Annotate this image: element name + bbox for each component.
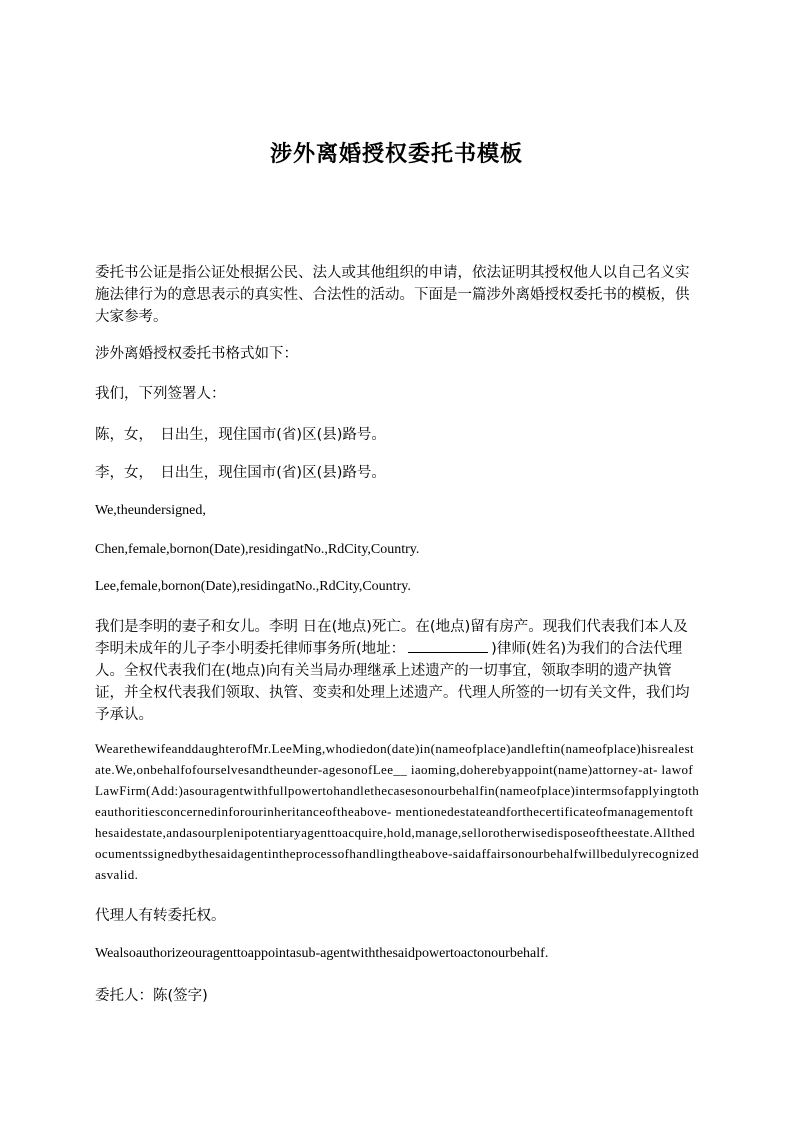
intro-paragraph: 委托书公证是指公证处根据公民、法人或其他组织的申请，依法证明其授权他人以自己名义实施法律行为的意思表示的真实性、合法性的活动。下面是一篇涉外离婚授权委托书的模板，供大家参考。 bbox=[95, 265, 690, 325]
sub-agent-en: Wealsoauthorizeouragenttoappointasub-agentwiththesaidpowertoactonourbehalf. bbox=[95, 946, 549, 961]
chen-info-en: Chen,female,bornon(Date),residingatNo.,RdCity,Country. bbox=[95, 542, 420, 557]
format-heading: 涉外离婚授权委托书格式如下： bbox=[95, 346, 298, 362]
we-signed-zh: 我们，下列签署人： bbox=[95, 386, 226, 402]
statement-zh-part2: )律师(姓名)为我们的合法代理人。全权代表我们在(地点)向有关当局办理继承上述遗产的一切事宜，领取李明的遗产执管证，并全权代表我们领取、执管、变卖和处理上述遗产。代理人所签的一切有关文件，我们均予承认。 bbox=[95, 641, 690, 723]
we-signed-en: We,theundersigned, bbox=[95, 503, 206, 518]
statement-zh-part1: 我们是李明的妻子和女儿。李明 日在(地点)死亡。在(地点)留有房产。现我们代表我们本人及李明未成年的儿子李小明委托律师事务所(地址： bbox=[95, 619, 688, 657]
document-title: 涉外离婚授权委托书模板 bbox=[269, 141, 523, 167]
statement-en: WearethewifeanddaughterofMr.LeeMing,whodiedon(date)in(nameofplace)andleftin(nameofplace)hisrealestate.We,onbehalfofourselvesandtheunder-agesonofLee__ iaoming,doherebyappoint(name)attorney-at- lawofLawFirm(Add:)asouragentwithfullpowertohandlethecasesonourbehalfin(nameofplace)intermsofapplyingtotheauthoritiesconcernedinforourinheritanceoftheabove- mentionedestateandforthecertificateofmanagementofthesaidestate,andasourplenipotentiaryagenttoacquire,hold,manage,sellorotherwisedisposeoftheestate.Allthedocumentssignedbythesaidagentintheprocessofhandlingtheabove-saidaffairsonourbehalfwillbedulyrecognizedasvalid. bbox=[95, 741, 700, 882]
li-info-zh: 李，女， 日出生，现住国市(省)区(县)路号。 bbox=[95, 465, 386, 481]
sub-agent-zh: 代理人有转委托权。 bbox=[95, 908, 226, 924]
address-blank bbox=[408, 638, 488, 653]
lee-info-en: Lee,female,bornon(Date),residingatNo.,RdCity,Country. bbox=[95, 579, 411, 594]
principal-signature: 委托人：陈(签字) bbox=[95, 988, 208, 1004]
statement-zh bbox=[95, 616, 700, 726]
chen-info-zh: 陈，女， 日出生，现住国市(省)区(县)路号。 bbox=[95, 427, 386, 443]
